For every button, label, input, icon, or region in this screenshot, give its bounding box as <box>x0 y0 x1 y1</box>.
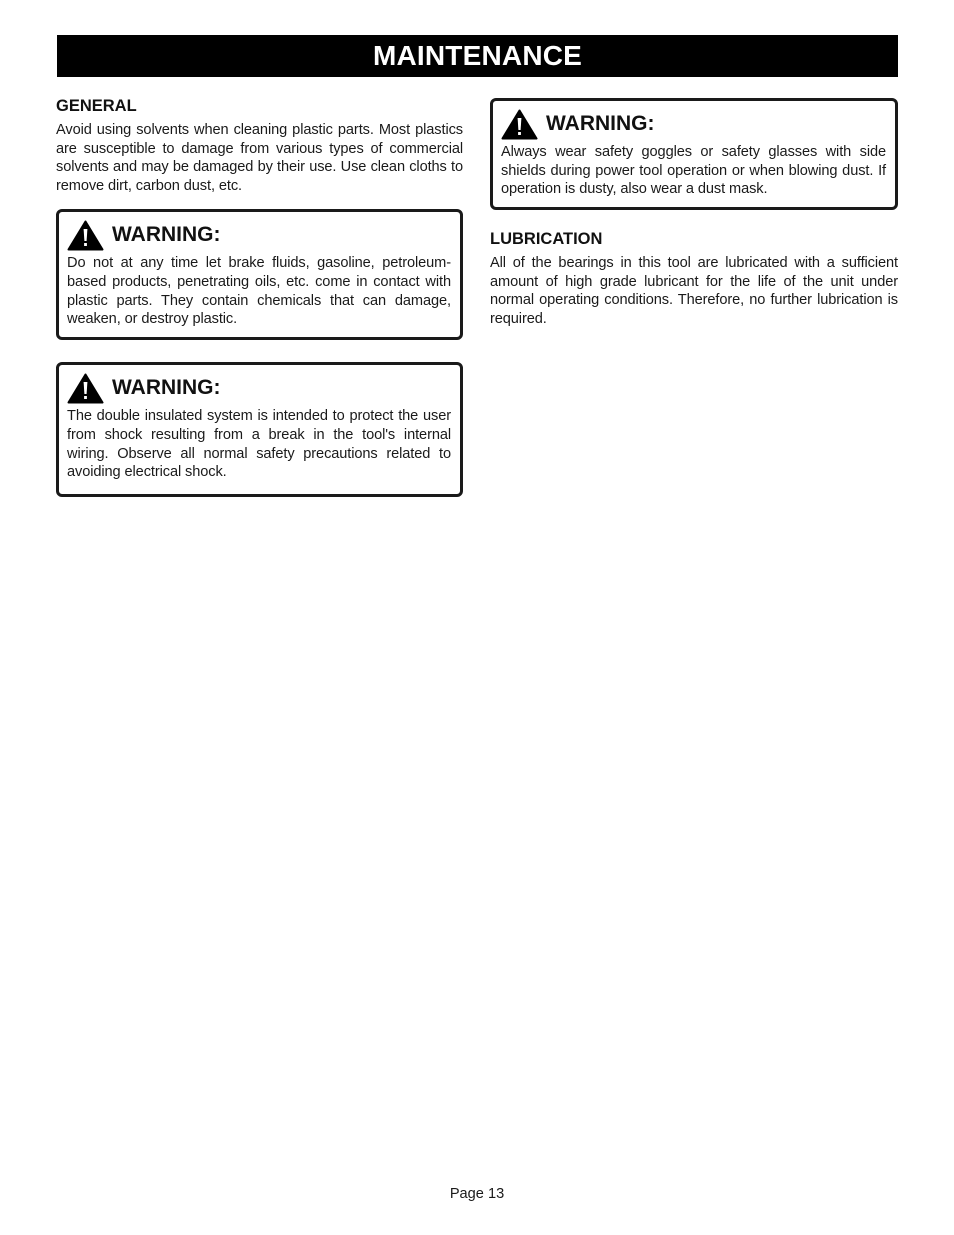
warning-title: WARNING: <box>112 376 221 400</box>
warning-text: The double insulated system is intended to protect the user from shock resulting from a break in the tool's internal wiring. Observe all normal safety precautions related to avoiding electrical shock. <box>67 408 451 481</box>
left-column <box>56 96 463 497</box>
lubrication-heading: LUBRICATION <box>490 230 603 248</box>
warning-text: Do not at any time let brake fluids, gasoline, petroleum-based products, penetrating oils, etc. come in contact with plastic parts. They contain chemicals that can damage, weaken, or destroy plastic. <box>67 255 451 328</box>
warning-triangle-icon <box>67 220 104 251</box>
warning-box-plastics <box>56 209 463 340</box>
warning-triangle-icon <box>67 373 104 404</box>
general-heading: GENERAL <box>56 97 137 115</box>
lubrication-text: All of the bearings in this tool are lubricated with a sufficient amount of high grade lubricant for the life of the unit under normal operating conditions. Therefore, no further lubrication is required. <box>490 255 898 327</box>
general-section <box>56 96 463 195</box>
warning-title: WARNING: <box>546 112 655 135</box>
warning-box-double-insulation <box>56 362 463 497</box>
warning-text: Always wear safety goggles or safety glasses with side shields during power tool operation or when blowing dust. If operation is dusty, also wear a dust mask. <box>501 144 886 198</box>
right-column <box>490 96 898 328</box>
warning-box-safety-goggles <box>490 98 898 210</box>
warning-title: WARNING: <box>112 223 221 247</box>
page-number: Page 13 <box>449 1186 505 1202</box>
general-text: Avoid using solvents when cleaning plastic parts. Most plastics are susceptible to damage from various types of commercial solvents and may be damaged by their use. Use clean cloths to remove dirt, carbon dust, etc. <box>56 122 463 194</box>
page-title: MAINTENANCE <box>57 35 898 77</box>
warning-triangle-icon <box>501 109 538 140</box>
lubrication-section <box>490 229 898 328</box>
